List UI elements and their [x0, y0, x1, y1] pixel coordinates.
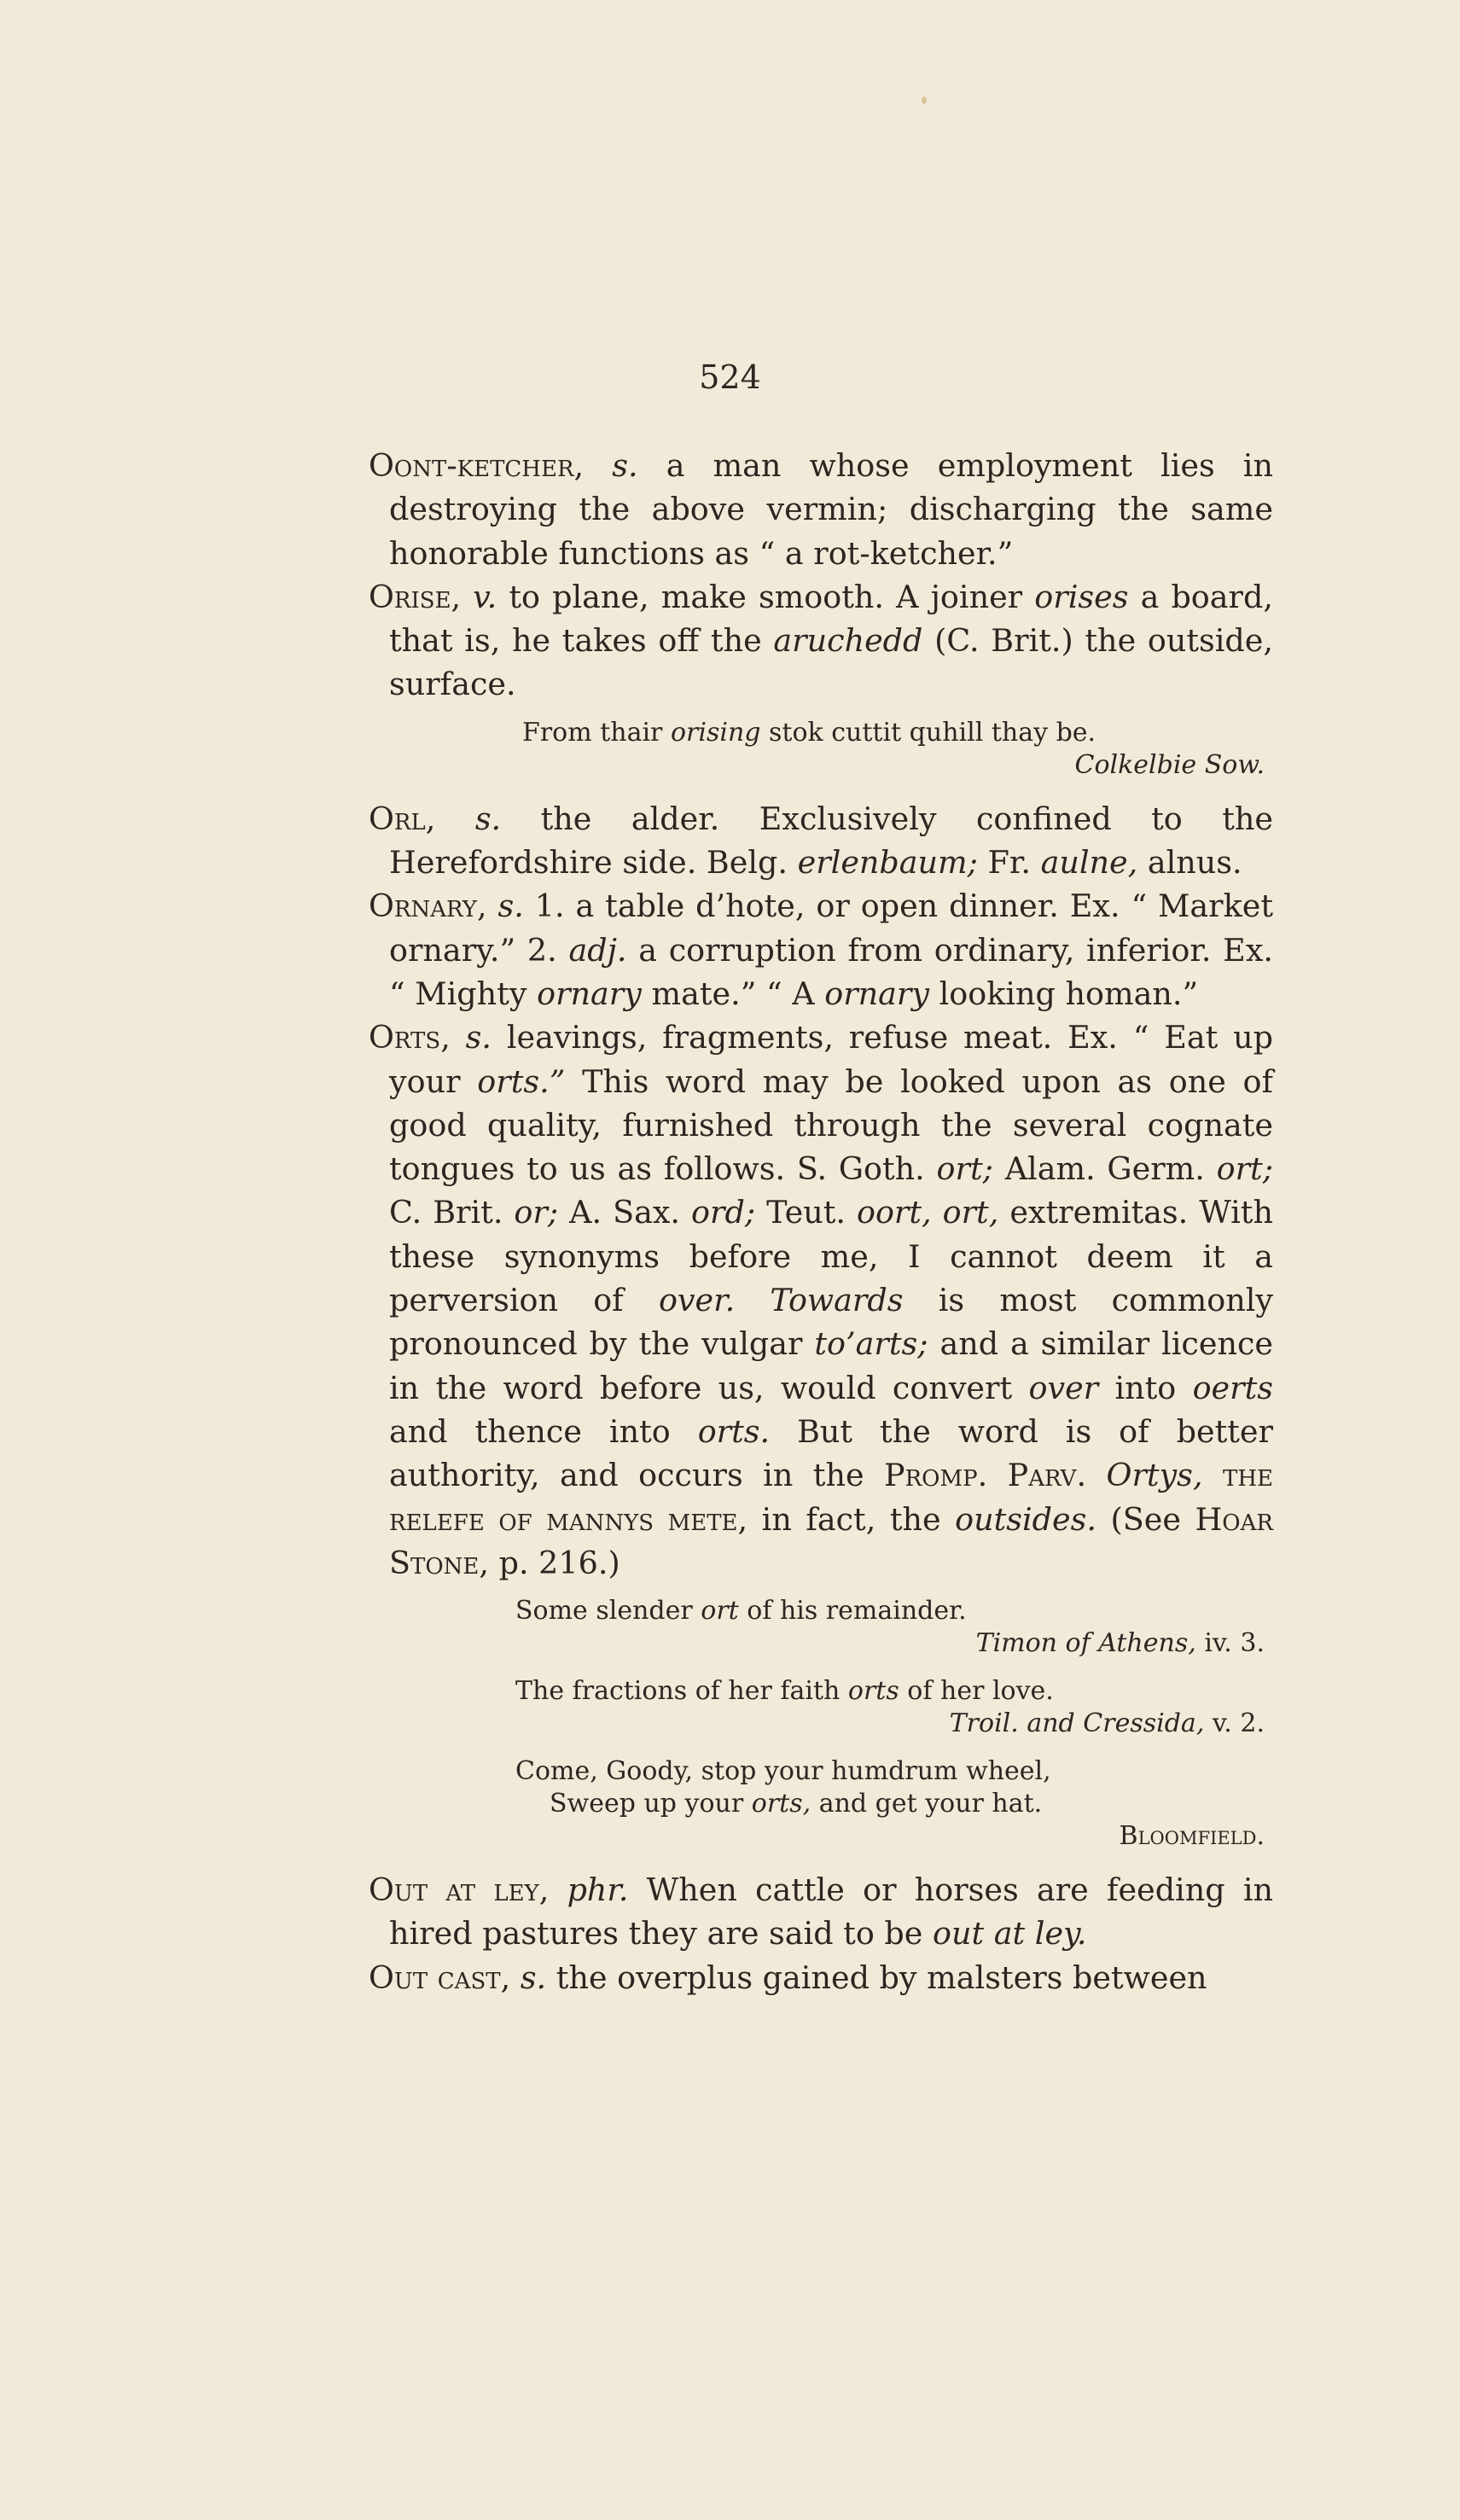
quotation-colkelbie: [369, 717, 1273, 782]
definition: This word may be looked upon as one of good quality, furnished through the several cognate tongues to us as follows. S. Goth.: [389, 1062, 1273, 1188]
quote-source: [515, 1708, 1273, 1740]
italic-term: aruchedd: [773, 622, 923, 660]
source-title: Troil. and Cressida,: [949, 1708, 1205, 1739]
definition: Alam. Germ.: [1004, 1150, 1205, 1188]
italic-term: aulne,: [1040, 844, 1138, 882]
definition: looking homan.”: [939, 975, 1199, 1012]
page-number: 524: [699, 358, 761, 396]
entry-orl: [369, 797, 1273, 885]
quote-text: of her love.: [907, 1676, 1054, 1707]
definition: and thence into: [389, 1412, 671, 1450]
definition: When cattle or horses are feeding in hired pastures they are said to be: [389, 1871, 1274, 1953]
definition: C. Brit.: [389, 1194, 503, 1231]
italic-term: orts.: [697, 1412, 771, 1450]
definition: 1. a table d’hote, or open dinner. Ex. “ Market ornary.” 2.: [389, 888, 1273, 969]
part-of-speech: v.: [473, 578, 497, 615]
small-caps-term: the relefe of mannys mete,: [389, 1457, 1273, 1538]
quote-source: Colkelbie Sow.: [1074, 749, 1265, 780]
definition: a man whose employment lies in destroying the above vermin; discharging the same honorable functions as “ a rot-ketcher.”: [389, 447, 1273, 572]
italic-term: or;: [514, 1194, 559, 1231]
part-of-speech: s.: [612, 447, 638, 484]
headword: Out at ley,: [369, 1871, 550, 1909]
part-of-speech: phr.: [567, 1871, 629, 1909]
italic-term: orising: [670, 717, 761, 748]
headword: Ornary,: [369, 888, 487, 925]
definition: But the word is of better authority, and occurs in the: [389, 1412, 1273, 1494]
part-of-speech: s.: [465, 1019, 492, 1056]
paper-speck: [922, 96, 927, 104]
quotation-timon: [369, 1595, 1273, 1660]
quote-line: [515, 1675, 1273, 1708]
italic-term: orts,: [751, 1789, 811, 1819]
quotation-bloomfield: [369, 1755, 1273, 1853]
headword: Orts,: [369, 1019, 451, 1056]
italic-term: over. Towards: [658, 1282, 904, 1319]
quote-line: [522, 717, 1273, 749]
definition: mate.” “ A: [651, 975, 815, 1012]
definition: alnus.: [1147, 844, 1242, 882]
headword: Orl,: [369, 800, 436, 837]
definition: A. Sax.: [569, 1194, 681, 1231]
entry-out-at-ley: [369, 1868, 1273, 1956]
definition: a board, that is, he takes off the: [389, 578, 1273, 660]
entry-ornary: [369, 884, 1273, 1016]
entry-oont-ketcher: [369, 444, 1273, 575]
source-title: Timon of Athens,: [975, 1628, 1196, 1659]
italic-term: out at ley.: [932, 1915, 1087, 1953]
part-of-speech: s.: [520, 1958, 547, 1996]
italic-term: to’arts;: [814, 1325, 928, 1363]
italic-term: ort;: [936, 1150, 993, 1188]
definition: the alder. Exclusively confined to the Herefordshire side. Belg.: [389, 800, 1273, 882]
quote-text: From thair: [522, 717, 663, 748]
definition: a corruption from ordinary, inferior. Ex. “ Mighty: [389, 931, 1274, 1012]
entry-out-cast: [369, 1956, 1273, 1999]
definition: (See: [1110, 1500, 1181, 1538]
definition: is most commonly pronounced by the vulgar: [389, 1282, 1274, 1363]
italic-term: orts.”: [477, 1062, 566, 1100]
quote-text: stok cuttit quhill thay be.: [769, 717, 1096, 748]
headword: Orise,: [369, 578, 462, 615]
italic-term: oerts: [1192, 1369, 1274, 1406]
glossary-column: [369, 444, 1273, 1999]
definition: to plane, make smooth. A joiner: [509, 578, 1023, 615]
headword: Oont-ketcher,: [369, 447, 585, 484]
italic-term: ord;: [691, 1194, 756, 1231]
definition: Fr.: [987, 844, 1031, 882]
small-caps-term: Hoar Stone,: [389, 1500, 1273, 1581]
italic-term: ort;: [1216, 1150, 1273, 1188]
headword: Out cast,: [369, 1958, 511, 1996]
part-of-speech: s.: [474, 800, 502, 837]
part-of-speech: s.: [497, 888, 524, 925]
quote-text: and get your hat.: [818, 1789, 1043, 1819]
definition: the overplus gained by malsters between: [555, 1958, 1207, 1996]
quote-text: Some slender: [515, 1596, 693, 1627]
definition: Teut.: [766, 1194, 846, 1231]
quote-text: of his remainder.: [747, 1596, 967, 1627]
source-location: v. 2.: [1212, 1708, 1265, 1739]
verse-line: Come, Goody, stop your humdrum wheel,: [515, 1756, 1051, 1787]
quote-source: [515, 1627, 1273, 1660]
small-caps-term: Promp. Parv.: [884, 1457, 1087, 1494]
italic-term: orts: [847, 1676, 899, 1707]
italic-term: oort, ort,: [856, 1194, 999, 1231]
definition: leavings, fragments, refuse meat. Ex. “ Eat up your: [389, 1019, 1273, 1100]
quote-source: Bloomfield.: [1119, 1821, 1265, 1852]
italic-term: outsides.: [955, 1500, 1096, 1538]
entry-orise: [369, 575, 1273, 707]
italic-term: Ortys,: [1106, 1457, 1203, 1494]
verse-line: [515, 1788, 1273, 1820]
definition: (C. Brit.) the outside, surface.: [389, 622, 1273, 703]
definition: extremitas. With these synonyms before me, I cannot deem it a perversion of: [389, 1194, 1273, 1319]
quotation-troilus: [369, 1675, 1273, 1740]
definition: and a similar licence in the word before us, would convert: [389, 1325, 1274, 1406]
italic-term: erlenbaum;: [797, 844, 978, 882]
italic-term: ornary: [824, 975, 929, 1012]
italic-term: orises: [1034, 578, 1129, 615]
definition: p. 216.): [498, 1544, 620, 1581]
quote-text: The fractions of her faith: [515, 1676, 841, 1707]
quote-text: Sweep up your: [550, 1789, 744, 1819]
quote-line: [515, 1595, 1273, 1627]
source-location: iv. 3.: [1204, 1628, 1265, 1659]
italic-term: ornary: [537, 975, 642, 1012]
definition: in fact, the: [761, 1500, 941, 1538]
entry-orts: [369, 1016, 1273, 1585]
italic-term: over: [1028, 1369, 1099, 1406]
definition: into: [1114, 1369, 1177, 1406]
italic-term: ort: [701, 1596, 739, 1627]
italic-term: adj.: [568, 931, 627, 969]
